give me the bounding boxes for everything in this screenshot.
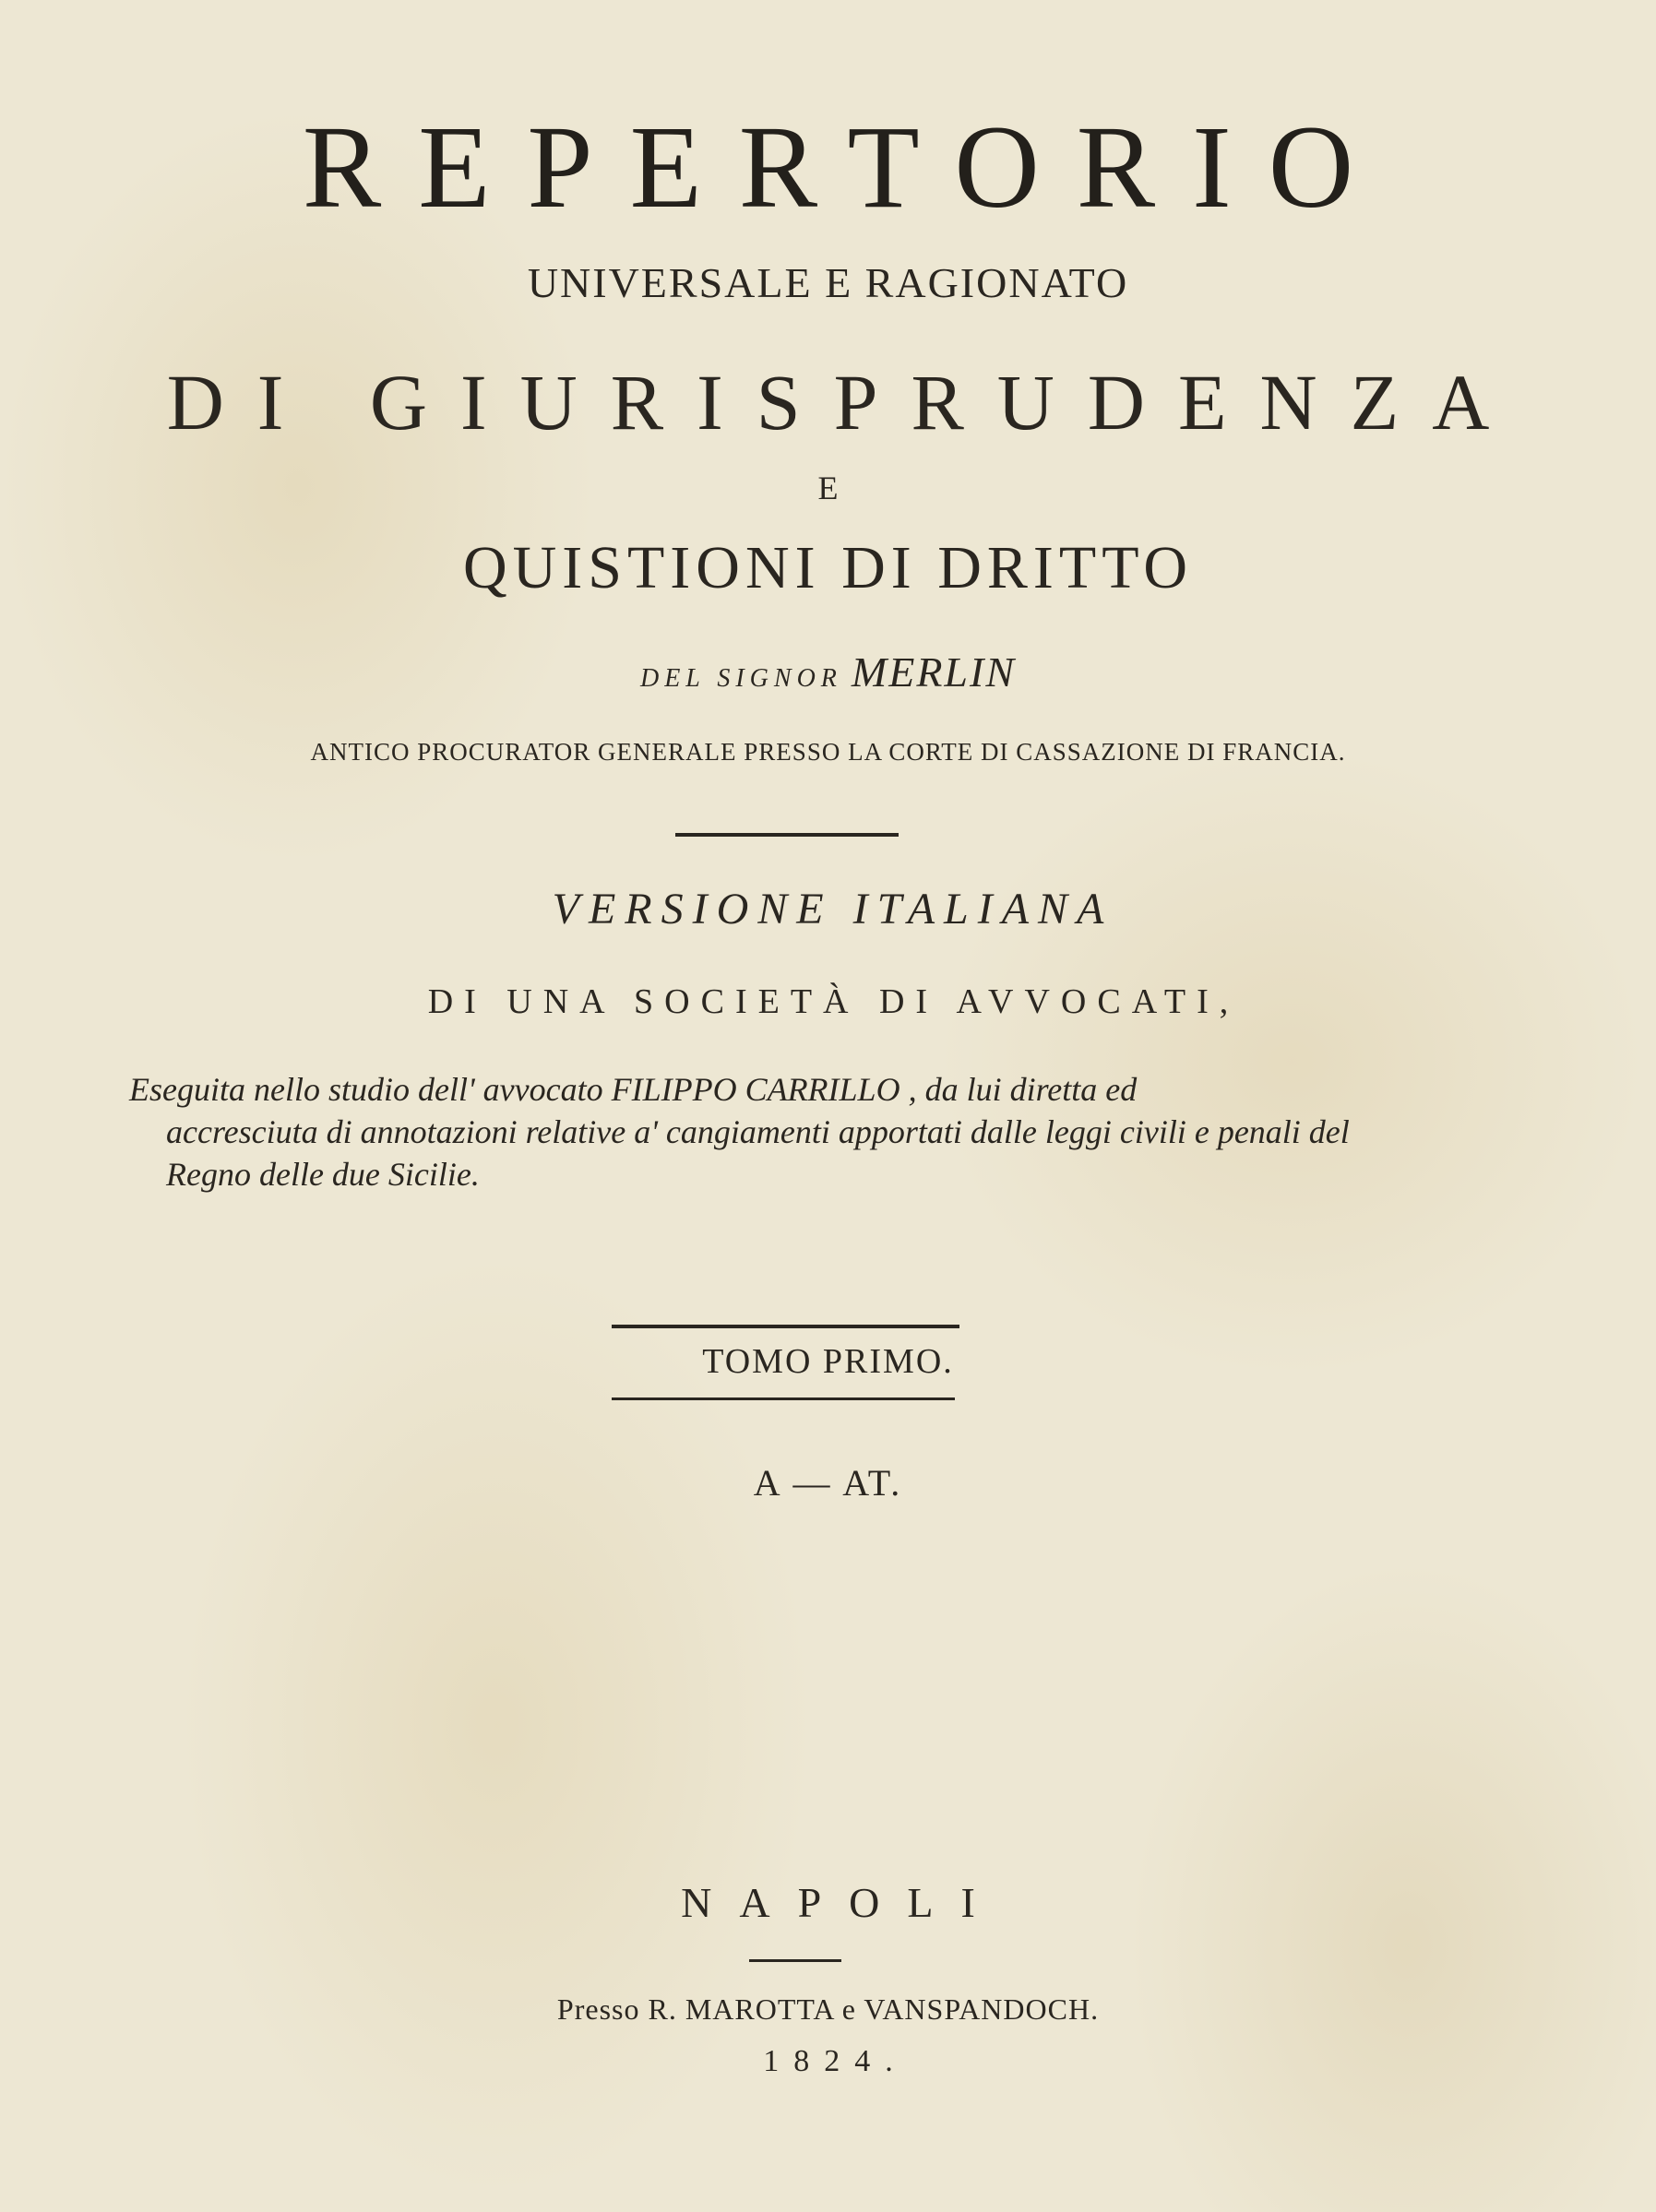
title-conjunction: E <box>817 470 839 506</box>
description-line-1: Eseguita nello studio dell' avvocato FILIPPO CARRILLO , da lui diretta ed <box>129 1071 1138 1108</box>
volume-label: TOMO PRIMO. <box>702 1342 954 1381</box>
translator-line: DI UNA SOCIETÀ DI AVVOCATI, <box>427 982 1240 1021</box>
author-line <box>0 648 1656 696</box>
author-name: MERLIN <box>851 648 1017 696</box>
subtitle: UNIVERSALE E RAGIONATO <box>527 259 1129 306</box>
description-rest: accresciuta di annotazioni relative a' cangiamenti apportati dalle leggi civili e penali del Regno delle due Sicilie. <box>166 1113 1350 1193</box>
version-heading: VERSIONE ITALIANA <box>552 885 1114 934</box>
volume-rule-bottom <box>612 1397 955 1400</box>
imprint-rule <box>749 1959 841 1962</box>
title-line-2: DI GIURISPRUDENZA <box>166 358 1523 446</box>
author-affiliation: ANTICO PROCURATOR GENERALE PRESSO LA CORTE DI CASSAZIONE DI FRANCIA. <box>310 738 1346 766</box>
divider-rule <box>675 833 899 837</box>
imprint-city: NAPOLI <box>681 1879 1003 1926</box>
imprint-publisher: Presso R. MAROTTA e VANSPANDOCH. <box>556 1992 1100 2026</box>
volume-rule-top <box>612 1325 959 1328</box>
translation-description <box>129 1068 1439 1195</box>
imprint-year: 1824. <box>763 2044 908 2078</box>
volume-range: A — AT. <box>753 1462 903 1504</box>
main-title: REPERTORIO <box>302 101 1391 232</box>
title-line-3: QUISTIONI DI DRITTO <box>462 534 1193 601</box>
author-prefix: DEL SIGNOR <box>639 664 842 693</box>
